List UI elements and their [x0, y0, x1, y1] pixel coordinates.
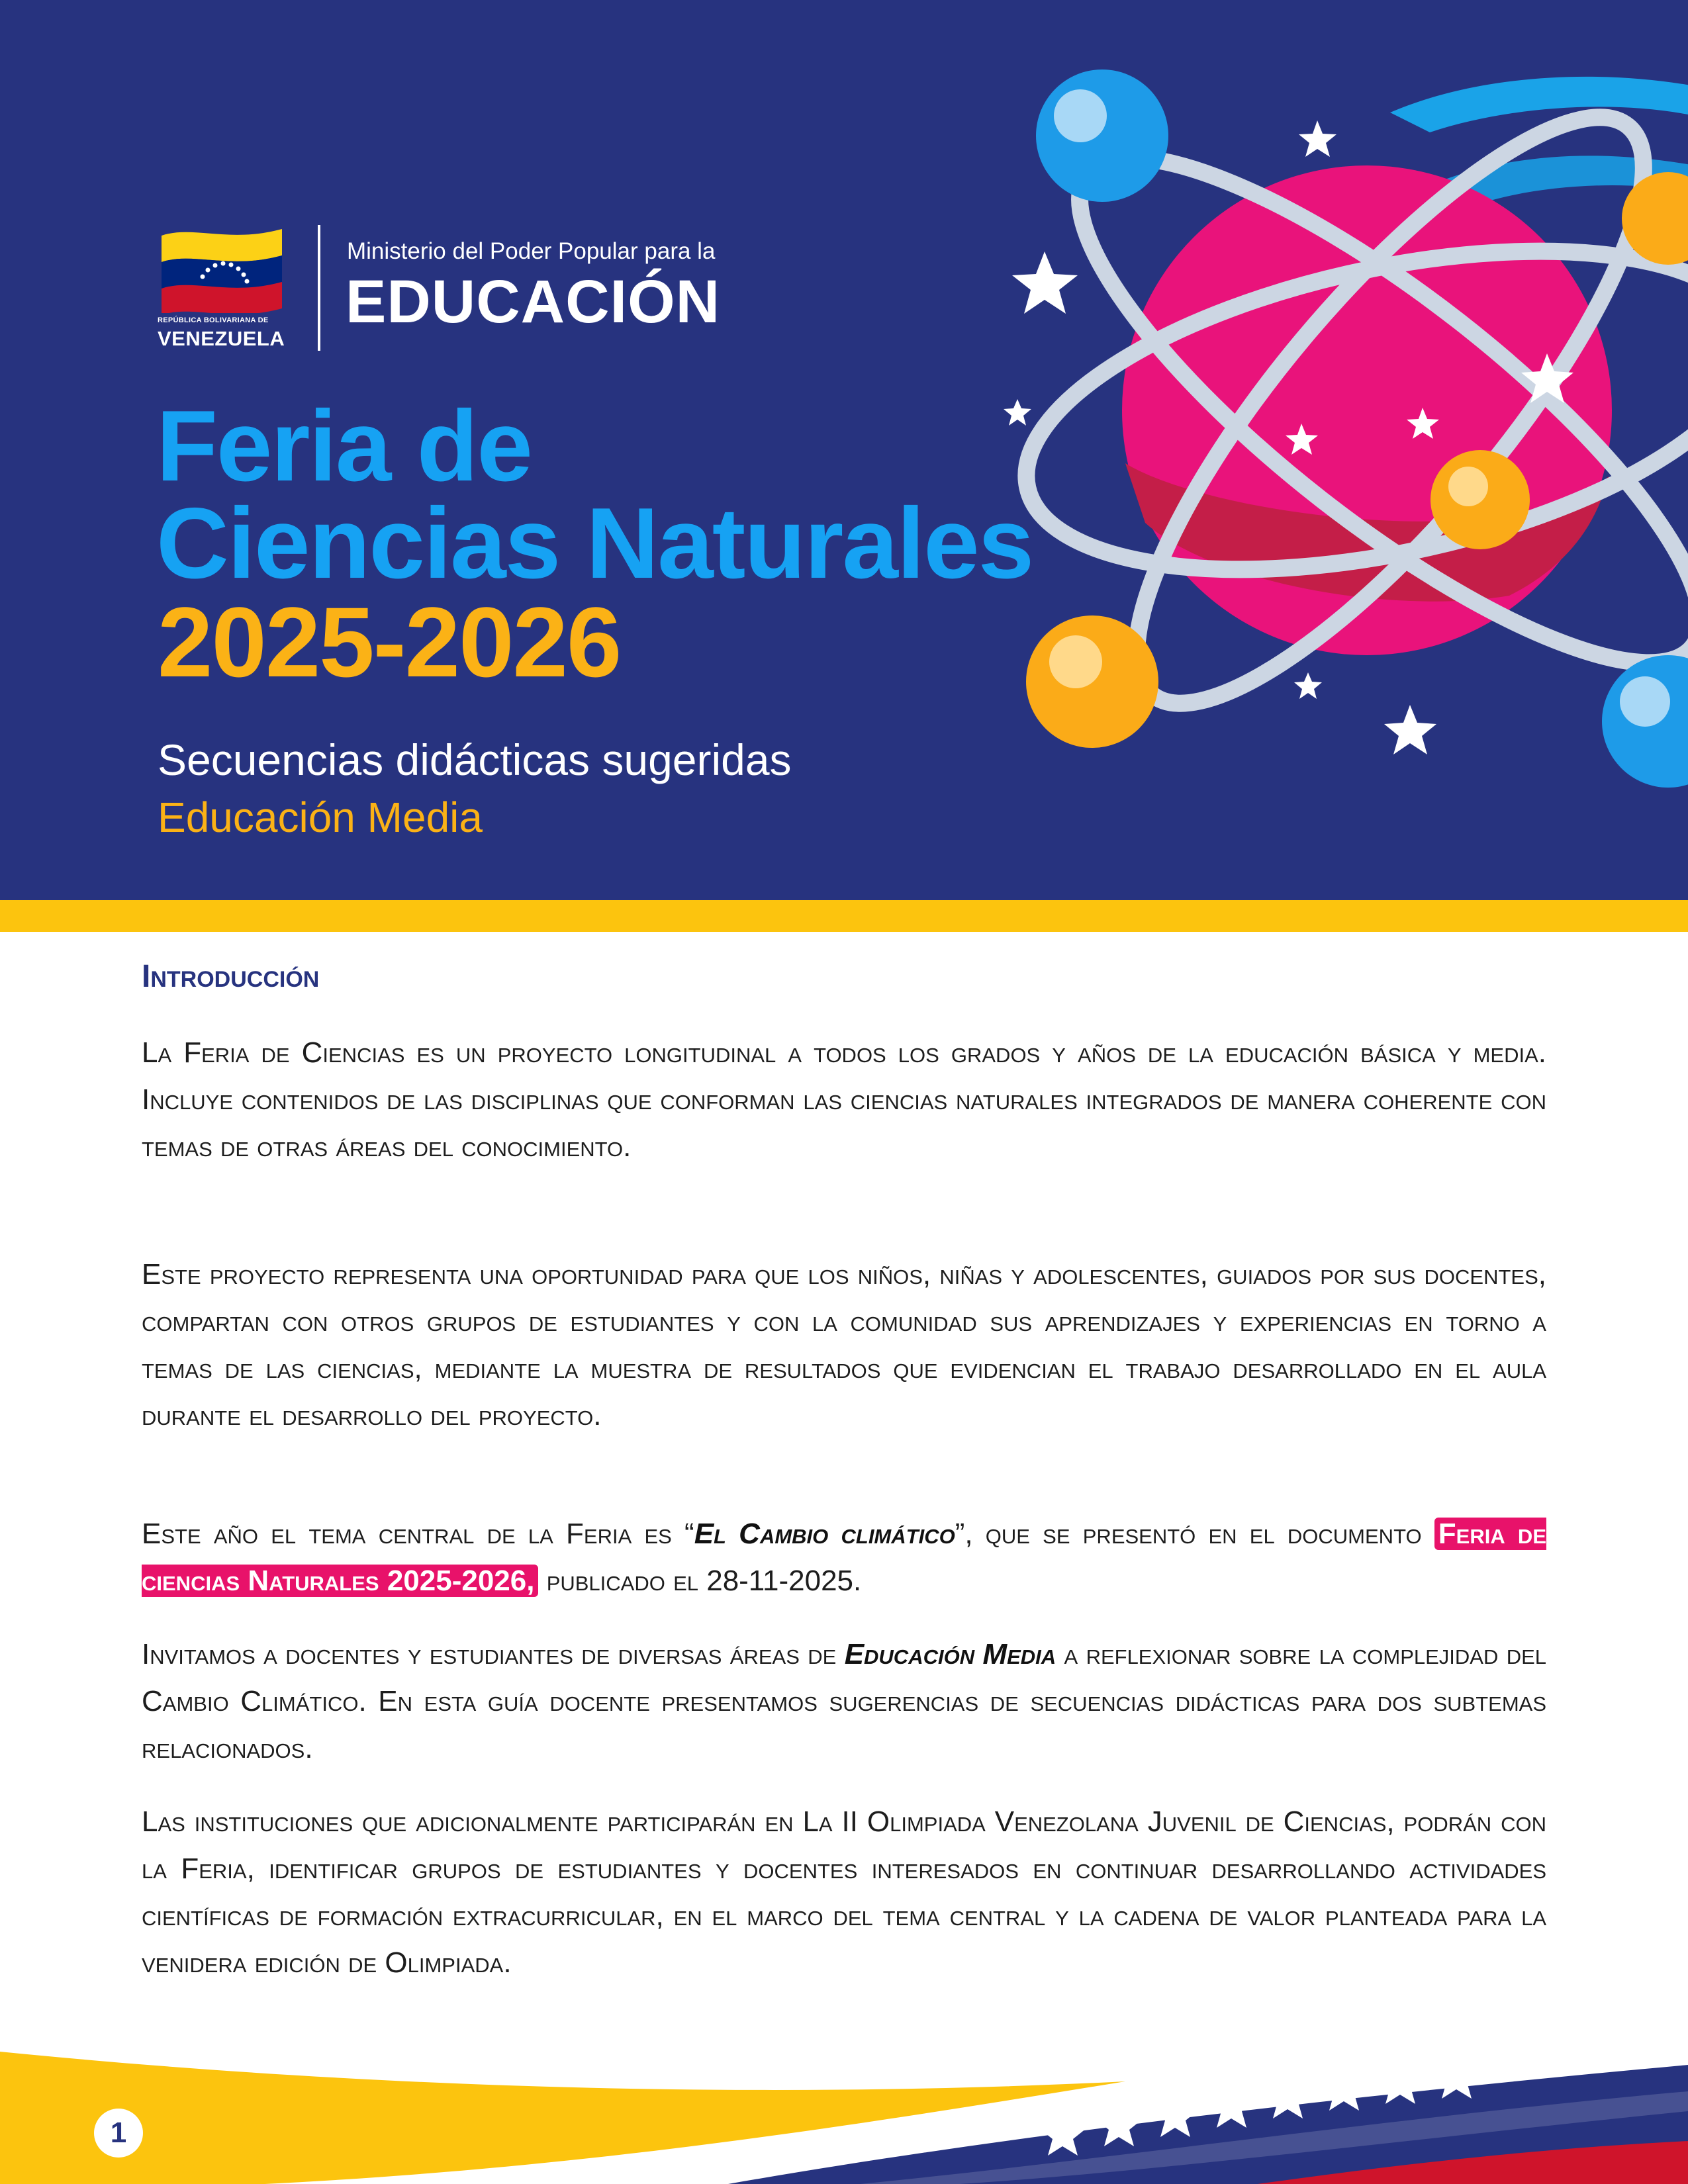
logo-divider	[318, 225, 320, 351]
venezuela-flag-icon	[156, 224, 289, 313]
intro-paragraph-2: Este proyecto representa una oportunidad para que los niños, niñas y adolescentes, guiados por sus docentes, compartan con otros grupos de estudiantes y con la comunidad sus aprendizajes y experiencias en torno a temas de las ciencias, mediante la muestra de resultados que evidencian el trabajo desarrollado en el aula durante el desarrollo del proyecto.	[142, 1258, 1546, 1432]
ministry-education: EDUCACIÓN	[346, 268, 721, 336]
title-line-2: Ciencias Naturales	[156, 487, 1033, 600]
p4-text-end: a reflexionar sobre la complejidad del Cambio Climático. En esta guía docente presentamos sugerencias de secuencias didácticas para dos subtemas relacionados.	[142, 1638, 1547, 1764]
page-number: 1	[94, 2109, 143, 2158]
header-divider-stripe	[0, 900, 1688, 932]
title-year: 2025-2026	[158, 586, 621, 698]
ministry-logo	[156, 224, 752, 356]
p3-text-end: publicado el 28-11-2025.	[538, 1565, 862, 1597]
intro-paragraph-4	[142, 1631, 1546, 1772]
document-link[interactable]: Feria de ciencias Naturales 2025-2026,	[142, 1518, 1547, 1597]
central-theme: El Cambio climático	[694, 1518, 955, 1550]
education-level: Educación Media	[158, 794, 483, 841]
subtitle: Secuencias didácticas sugeridas	[158, 735, 792, 784]
intro-heading: Introducción	[142, 959, 320, 994]
footer-flag-wave	[0, 2025, 1688, 2184]
atom-planet-illustration-icon	[927, 0, 1688, 900]
title-line-1: Feria de	[156, 390, 532, 502]
intro-paragraph-3	[142, 1510, 1546, 1604]
intro-paragraph-5: Las instituciones que adicionalmente participarán en La II Olimpiada Venezolana Juvenil de Ciencias, podrán con la Feria, identificar grupos de estudiantes y docentes interesados en continuar desarrollando actividades científicas de formación extracurricular, en el marco del tema central y la cadena de valor planteada para la venidera edición de Olimpiada.	[142, 1805, 1546, 1979]
ministry-name: Ministerio del Poder Popular para la	[347, 238, 716, 264]
intro-paragraph-1: La Feria de Ciencias es un proyecto longitudinal a todos los grados y años de la educación básica y media. Incluye contenidos de las disciplinas que conforman las ciencias naturales integrados de manera coherente con temas de otras áreas del conocimiento.	[142, 1036, 1546, 1163]
education-level-emphasis: Educación Media	[844, 1638, 1056, 1670]
p3-text-middle: ”, que se presentó en el documento	[955, 1518, 1434, 1550]
logo-country-text: VENEZUELA	[158, 327, 285, 350]
p4-text-start: Invitamos a docentes y estudiantes de diversas áreas de	[142, 1638, 845, 1670]
logo-republic-text: REPÚBLICA BOLIVARIANA DE	[158, 316, 269, 324]
p3-text-start: Este año el tema central de la Feria es “	[142, 1518, 694, 1550]
cover-banner	[0, 0, 1688, 900]
